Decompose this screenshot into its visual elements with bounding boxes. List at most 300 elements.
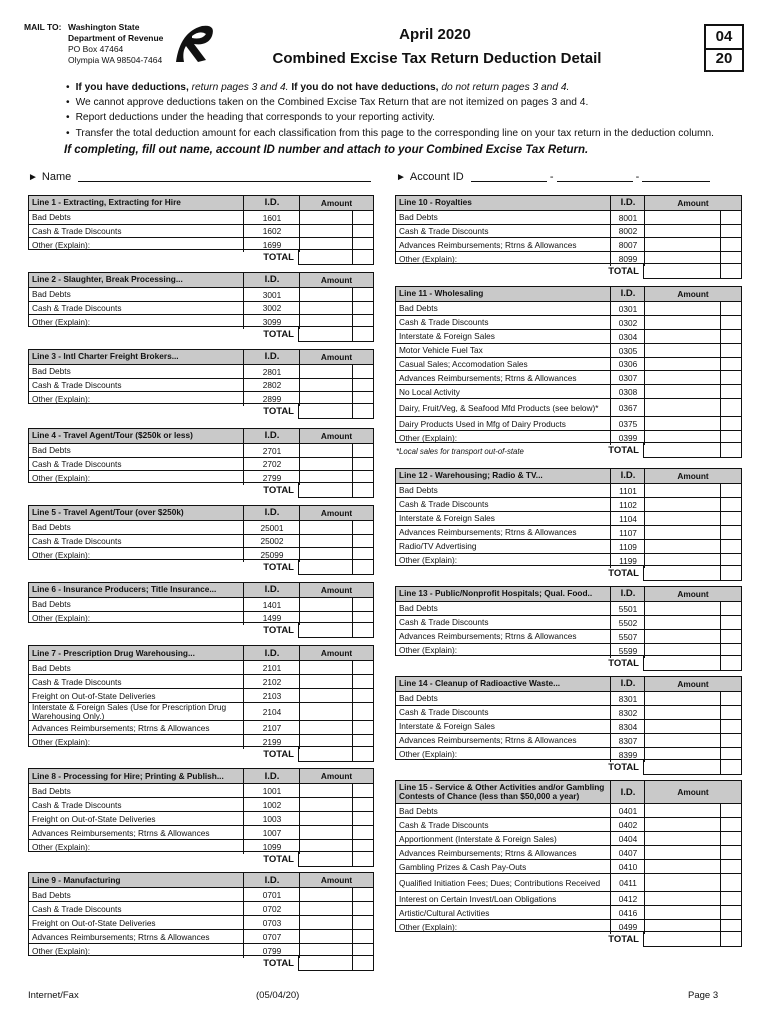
- amount-input[interactable]: [299, 211, 373, 225]
- amount-input[interactable]: [644, 602, 741, 616]
- deduction-label: Advances Reimbursements; Rtrns & Allowances: [32, 827, 210, 838]
- deduction-label: Other (Explain):: [399, 921, 458, 932]
- amount-input[interactable]: [644, 399, 741, 417]
- deduction-label: Bad Debts: [399, 805, 438, 816]
- amount-cents-input[interactable]: [352, 784, 373, 798]
- left-line-block: [28, 272, 374, 327]
- table-row: [29, 887, 373, 902]
- address-line: Department of Revenue: [68, 33, 164, 43]
- amount-input[interactable]: [644, 906, 741, 920]
- amount-column-header: Amount: [644, 469, 741, 483]
- total-amount-input[interactable]: [643, 655, 742, 671]
- amount-cents-input[interactable]: [720, 225, 741, 239]
- name-label: Name: [41, 171, 72, 183]
- id-column-header: I.D.: [610, 196, 645, 210]
- amount-cents-input[interactable]: [352, 521, 373, 535]
- amount-input[interactable]: [644, 706, 741, 720]
- id-column-header: I.D.: [243, 769, 300, 783]
- account-id-separator: -: [549, 171, 554, 183]
- total-amount-input[interactable]: [643, 442, 742, 458]
- amount-cents-input[interactable]: [352, 798, 373, 812]
- deduction-id: 1699: [243, 238, 300, 252]
- amount-input[interactable]: [644, 371, 741, 385]
- deduction-label: Freight on Out-of-State Deliveries: [32, 917, 156, 928]
- deduction-label: Interstate & Foreign Sales (Use for Prescription Drug Warehousing Only.): [32, 702, 227, 721]
- total-cents-input[interactable]: [352, 560, 373, 574]
- amount-cents-input[interactable]: [352, 902, 373, 916]
- amount-input[interactable]: [299, 798, 373, 812]
- deduction-id: 0499: [610, 920, 645, 934]
- deduction-id: 8007: [610, 238, 645, 252]
- deduction-id: 0307: [610, 371, 645, 385]
- amount-cents-input[interactable]: [720, 706, 741, 720]
- deduction-label: Interstate & Foreign Sales: [399, 721, 495, 732]
- amount-input[interactable]: [299, 444, 373, 458]
- amount-cents-input[interactable]: [352, 379, 373, 393]
- deduction-label: Other (Explain):: [399, 749, 458, 760]
- amount-input[interactable]: [644, 630, 741, 644]
- deduction-id: 3099: [243, 315, 300, 329]
- id-column-header: I.D.: [243, 273, 300, 287]
- amount-cents-input[interactable]: [352, 689, 373, 703]
- table-row: [396, 315, 741, 330]
- amount-input[interactable]: [299, 535, 373, 549]
- amount-cents-input[interactable]: [352, 225, 373, 239]
- total-cents-input[interactable]: [720, 656, 741, 670]
- deduction-label: Dairy, Fruit/Veg, & Seafood Mfd Products (see below)*: [399, 402, 599, 413]
- amount-cents-input[interactable]: [720, 399, 741, 417]
- total-amount-input[interactable]: [298, 403, 374, 419]
- amount-input[interactable]: [644, 484, 741, 498]
- total-label: TOTAL: [608, 657, 639, 669]
- account-id-segment[interactable]: [471, 170, 547, 182]
- total-amount-input[interactable]: [298, 482, 374, 498]
- deduction-id: 2107: [243, 721, 300, 735]
- total-cents-input[interactable]: [352, 250, 373, 264]
- amount-input[interactable]: [299, 721, 373, 735]
- deduction-id: 1109: [610, 540, 645, 554]
- deduction-label: Other (Explain):: [399, 432, 458, 443]
- account-id-segment[interactable]: [557, 170, 633, 182]
- table-row: [396, 370, 741, 385]
- amount-cents-input[interactable]: [720, 804, 741, 818]
- table-header: [396, 469, 741, 483]
- deduction-id: 1099: [243, 840, 300, 854]
- deduction-id: 1601: [243, 211, 300, 225]
- deduction-id: 8099: [610, 252, 645, 266]
- amount-cents-input[interactable]: [720, 358, 741, 372]
- table-row: [396, 719, 741, 734]
- amount-input[interactable]: [644, 832, 741, 846]
- line-title: Line 12 - Warehousing; Radio & TV...: [399, 470, 543, 481]
- table-row: [396, 891, 741, 906]
- amount-input[interactable]: [644, 616, 741, 630]
- amount-input[interactable]: [644, 734, 741, 748]
- deduction-label: Bad Debts: [32, 445, 71, 456]
- line-title: Line 11 - Wholesaling: [399, 288, 484, 299]
- amount-input[interactable]: [299, 458, 373, 472]
- left-line-block: [28, 582, 374, 623]
- table-row: [396, 483, 741, 498]
- total-cents-input[interactable]: [352, 852, 373, 866]
- amount-input[interactable]: [299, 365, 373, 379]
- amount-cents-input[interactable]: [720, 906, 741, 920]
- deduction-id: 0306: [610, 358, 645, 372]
- table-row: [396, 845, 741, 860]
- deduction-label: Bad Debts: [399, 303, 438, 314]
- total-amount-input[interactable]: [643, 263, 742, 279]
- deduction-label: Interest on Certain Invest/Loan Obligations: [399, 893, 557, 904]
- deduction-id: 1101: [610, 484, 645, 498]
- amount-input[interactable]: [299, 812, 373, 826]
- table-row: [29, 534, 373, 549]
- total-amount-input[interactable]: [298, 326, 374, 342]
- amount-input[interactable]: [644, 526, 741, 540]
- line-title: Line 7 - Prescription Drug Warehousing...: [32, 647, 195, 658]
- total-amount-input[interactable]: [298, 559, 374, 575]
- deduction-label: Radio/TV Advertising: [399, 541, 477, 552]
- deduction-id: 1602: [243, 225, 300, 239]
- amount-cents-input[interactable]: [720, 330, 741, 344]
- deduction-id: 0799: [243, 944, 300, 958]
- amount-column-header: Amount: [644, 196, 741, 210]
- mail-to-label: MAIL TO:: [24, 22, 62, 32]
- left-line-block: [28, 195, 374, 250]
- amount-input[interactable]: [644, 540, 741, 554]
- deduction-id: 0410: [610, 860, 645, 874]
- total-amount-input[interactable]: [298, 851, 374, 867]
- amount-input[interactable]: [644, 804, 741, 818]
- total-cents-input[interactable]: [352, 483, 373, 497]
- amount-input[interactable]: [299, 521, 373, 535]
- amount-column-header: Amount: [299, 196, 373, 210]
- amount-cents-input[interactable]: [720, 385, 741, 399]
- amount-cents-input[interactable]: [352, 288, 373, 302]
- deduction-label: Qualified Initiation Fees; Dues; Contributions Received: [399, 877, 601, 888]
- amount-input[interactable]: [644, 874, 741, 892]
- total-cents-input[interactable]: [720, 566, 741, 580]
- id-column-header: I.D.: [243, 196, 300, 210]
- deduction-id: 1401: [243, 598, 300, 612]
- amount-input[interactable]: [299, 826, 373, 840]
- table-header: [396, 287, 741, 301]
- table-row: [29, 901, 373, 916]
- line-title: Line 10 - Royalties: [399, 197, 472, 208]
- table-row: [396, 601, 741, 616]
- table-row: [29, 597, 373, 612]
- deduction-id: 0707: [243, 930, 300, 944]
- amount-cents-input[interactable]: [352, 675, 373, 689]
- deduction-label: Other (Explain):: [32, 239, 91, 250]
- amount-cents-input[interactable]: [352, 826, 373, 840]
- deduction-label: Advances Reimbursements; Rtrns & Allowances: [399, 735, 577, 746]
- deduction-id: 8304: [610, 720, 645, 734]
- amount-cents-input[interactable]: [352, 211, 373, 225]
- amount-cents-input[interactable]: [352, 365, 373, 379]
- deduction-label: Cash & Trade Discounts: [32, 225, 122, 236]
- deduction-label: Freight on Out-of-State Deliveries: [32, 813, 156, 824]
- deduction-label: Other (Explain):: [399, 555, 458, 566]
- amount-cents-input[interactable]: [720, 484, 741, 498]
- footer-left: Internet/Fax: [28, 990, 79, 1001]
- footnote: *Local sales for transport out-of-state: [396, 447, 524, 456]
- account-id-field[interactable]: [396, 170, 710, 183]
- total-cents-input[interactable]: [352, 956, 373, 970]
- amount-cents-input[interactable]: [720, 692, 741, 706]
- total-cents-input[interactable]: [352, 327, 373, 341]
- total-label: TOTAL: [263, 854, 294, 865]
- table-header: [29, 873, 373, 887]
- amount-cents-input[interactable]: [720, 344, 741, 358]
- instruction-item: • Transfer the total deduction amount for each classification from this page to the corresponding line on your tax return in the deduction column.: [66, 126, 714, 141]
- amount-cents-input[interactable]: [352, 535, 373, 549]
- amount-input[interactable]: [644, 498, 741, 512]
- amount-cents-input[interactable]: [352, 458, 373, 472]
- amount-input[interactable]: [299, 916, 373, 930]
- deduction-id: 0305: [610, 344, 645, 358]
- deduction-id: 0412: [610, 892, 645, 906]
- amount-input[interactable]: [644, 302, 741, 316]
- amount-input[interactable]: [644, 846, 741, 860]
- table-row: [29, 660, 373, 675]
- table-row: [29, 702, 373, 721]
- total-label: TOTAL: [263, 406, 294, 418]
- left-line-block: [28, 768, 374, 852]
- amount-input[interactable]: [644, 720, 741, 734]
- table-row: [396, 629, 741, 644]
- amount-cents-input[interactable]: [720, 860, 741, 874]
- right-line-block: [395, 468, 742, 566]
- table-row: [29, 915, 373, 930]
- total-amount-input[interactable]: [643, 759, 742, 775]
- deduction-id: 8399: [610, 748, 645, 762]
- total-cents-input[interactable]: [720, 264, 741, 278]
- amount-column-header: Amount: [299, 873, 373, 887]
- amount-input[interactable]: [644, 344, 741, 358]
- deduction-id: 0399: [610, 431, 645, 445]
- amount-cents-input[interactable]: [720, 316, 741, 330]
- amount-cents-input[interactable]: [720, 846, 741, 860]
- deduction-label: Advances Reimbursements; Rtrns & Allowances: [399, 372, 577, 383]
- total-label: TOTAL: [263, 252, 294, 264]
- deduction-id: 1102: [610, 498, 645, 512]
- amount-input[interactable]: [644, 818, 741, 832]
- line-title: Line 1 - Extracting, Extracting for Hire: [32, 197, 181, 208]
- table-row: [396, 384, 741, 399]
- amount-cents-input[interactable]: [720, 540, 741, 554]
- deduction-id: 0302: [610, 316, 645, 330]
- amount-cents-input[interactable]: [720, 526, 741, 540]
- amount-input[interactable]: [299, 703, 373, 721]
- amount-column-header: Amount: [644, 587, 741, 601]
- left-line-block: [28, 428, 374, 483]
- deduction-id: 1104: [610, 512, 645, 526]
- amount-cents-input[interactable]: [352, 302, 373, 316]
- deduction-label: Cash & Trade Discounts: [399, 225, 489, 236]
- table-row: [396, 416, 741, 431]
- table-row: [29, 720, 373, 735]
- name-input-line[interactable]: [78, 170, 371, 182]
- amount-cents-input[interactable]: [352, 916, 373, 930]
- amount-column-header: Amount: [644, 287, 741, 301]
- amount-cents-input[interactable]: [720, 616, 741, 630]
- amount-input[interactable]: [644, 316, 741, 330]
- id-column-header: I.D.: [243, 873, 300, 887]
- amount-column-header: Amount: [299, 769, 373, 783]
- amount-input[interactable]: [299, 598, 373, 612]
- deduction-id: 1107: [610, 526, 645, 540]
- total-cents-input[interactable]: [352, 747, 373, 761]
- deduction-id: 2103: [243, 689, 300, 703]
- amount-cents-input[interactable]: [352, 930, 373, 944]
- amount-cents-input[interactable]: [352, 721, 373, 735]
- amount-input[interactable]: [299, 888, 373, 902]
- table-row: [29, 674, 373, 689]
- account-id-segment[interactable]: [642, 170, 710, 182]
- table-header: [396, 587, 741, 601]
- total-label: TOTAL: [263, 485, 294, 497]
- deduction-label: Interstate & Foreign Sales: [399, 331, 495, 342]
- amount-cents-input[interactable]: [720, 832, 741, 846]
- amount-cents-input[interactable]: [352, 661, 373, 675]
- amount-cents-input[interactable]: [352, 444, 373, 458]
- line-title: Line 5 - Travel Agent/Tour (over $250k): [32, 507, 184, 518]
- amount-cents-input[interactable]: [352, 888, 373, 902]
- total-amount-input[interactable]: [298, 955, 374, 971]
- total-amount-input[interactable]: [298, 746, 374, 762]
- id-column-header: I.D.: [243, 646, 300, 660]
- amount-cents-input[interactable]: [352, 598, 373, 612]
- deduction-id: 1001: [243, 784, 300, 798]
- name-field[interactable]: [28, 170, 371, 183]
- total-cents-input[interactable]: [352, 623, 373, 637]
- amount-input[interactable]: [299, 302, 373, 316]
- total-amount-input[interactable]: [298, 622, 374, 638]
- amount-cents-input[interactable]: [720, 734, 741, 748]
- amount-cents-input[interactable]: [720, 602, 741, 616]
- table-row: [29, 783, 373, 798]
- amount-cents-input[interactable]: [352, 812, 373, 826]
- line-title: Line 4 - Travel Agent/Tour ($250k or less): [32, 430, 193, 441]
- total-cents-input[interactable]: [720, 760, 741, 774]
- amount-input[interactable]: [299, 689, 373, 703]
- footer-page-number: Page 3: [688, 990, 719, 1001]
- amount-input[interactable]: [644, 211, 741, 225]
- table-header: [29, 769, 373, 783]
- deduction-id: 2802: [243, 379, 300, 393]
- total-label: TOTAL: [263, 749, 294, 760]
- amount-input[interactable]: [299, 930, 373, 944]
- amount-input[interactable]: [644, 892, 741, 906]
- deduction-id: 0411: [610, 874, 645, 892]
- amount-cents-input[interactable]: [720, 371, 741, 385]
- deduction-label: Cash & Trade Discounts: [32, 379, 122, 390]
- deduction-id: 5502: [610, 616, 645, 630]
- total-amount-input[interactable]: [643, 565, 742, 581]
- table-row: [396, 301, 741, 316]
- table-row: [396, 803, 741, 818]
- deduction-id: 8002: [610, 225, 645, 239]
- table-row: [396, 539, 741, 554]
- amount-cents-input[interactable]: [720, 498, 741, 512]
- right-line-block: [395, 676, 742, 760]
- left-line-block: [28, 872, 374, 956]
- right-line-block: [395, 780, 742, 932]
- amount-cents-input[interactable]: [720, 630, 741, 644]
- amount-cents-input[interactable]: [720, 874, 741, 892]
- left-line-block: [28, 349, 374, 404]
- instruction-item: • Report deductions under the heading that corresponds to your reporting activity.: [66, 110, 714, 125]
- dor-logo-icon: [172, 22, 218, 66]
- table-row: [396, 705, 741, 720]
- total-label: TOTAL: [608, 934, 639, 945]
- total-cents-input[interactable]: [720, 932, 741, 946]
- deduction-label: Bad Debts: [32, 212, 71, 223]
- deduction-label: Dairy Products Used in Mfg of Dairy Products: [399, 418, 566, 429]
- total-cents-input[interactable]: [352, 404, 373, 418]
- amount-input[interactable]: [644, 358, 741, 372]
- deduction-label: Cash & Trade Discounts: [32, 676, 122, 687]
- amount-input[interactable]: [644, 330, 741, 344]
- amount-cents-input[interactable]: [720, 720, 741, 734]
- amount-input[interactable]: [644, 385, 741, 399]
- amount-input[interactable]: [644, 238, 741, 252]
- table-row: [29, 457, 373, 472]
- id-column-header: I.D.: [610, 677, 645, 691]
- id-column-header: I.D.: [243, 583, 300, 597]
- amount-cents-input[interactable]: [720, 512, 741, 526]
- deduction-id: 25001: [243, 521, 300, 535]
- amount-input[interactable]: [299, 902, 373, 916]
- line-title: Line 9 - Manufacturing: [32, 874, 121, 885]
- amount-input[interactable]: [644, 692, 741, 706]
- amount-input[interactable]: [644, 860, 741, 874]
- amount-input[interactable]: [299, 784, 373, 798]
- completion-notice: If completing, fill out name, account ID number and attach to your Combined Excise Tax Return.: [64, 144, 589, 156]
- total-cents-input[interactable]: [720, 443, 741, 457]
- table-row: [29, 797, 373, 812]
- deduction-label: Interstate & Foreign Sales: [399, 513, 495, 524]
- amount-cents-input[interactable]: [720, 238, 741, 252]
- amount-input[interactable]: [299, 288, 373, 302]
- amount-cents-input[interactable]: [352, 703, 373, 721]
- address-line: PO Box 47464: [68, 44, 124, 54]
- deduction-id: 2899: [243, 392, 300, 406]
- deduction-id: 3001: [243, 288, 300, 302]
- deduction-label: Bad Debts: [399, 603, 438, 614]
- amount-column-header: Amount: [644, 677, 741, 691]
- deduction-label: Other (Explain):: [32, 316, 91, 327]
- amount-input[interactable]: [644, 417, 741, 431]
- deduction-id: 8301: [610, 692, 645, 706]
- amount-input[interactable]: [644, 225, 741, 239]
- amount-cents-input[interactable]: [720, 818, 741, 832]
- amount-cents-input[interactable]: [720, 302, 741, 316]
- deduction-id: 2101: [243, 661, 300, 675]
- amount-cents-input[interactable]: [720, 417, 741, 431]
- amount-input[interactable]: [299, 379, 373, 393]
- amount-input[interactable]: [299, 675, 373, 689]
- amount-cents-input[interactable]: [720, 211, 741, 225]
- arrow-right-icon: ►: [28, 172, 38, 183]
- total-amount-input[interactable]: [298, 249, 374, 265]
- amount-input[interactable]: [644, 512, 741, 526]
- total-amount-input[interactable]: [643, 931, 742, 947]
- deduction-label: Cash & Trade Discounts: [32, 302, 122, 313]
- amount-input[interactable]: [299, 661, 373, 675]
- amount-cents-input[interactable]: [720, 892, 741, 906]
- amount-input[interactable]: [299, 225, 373, 239]
